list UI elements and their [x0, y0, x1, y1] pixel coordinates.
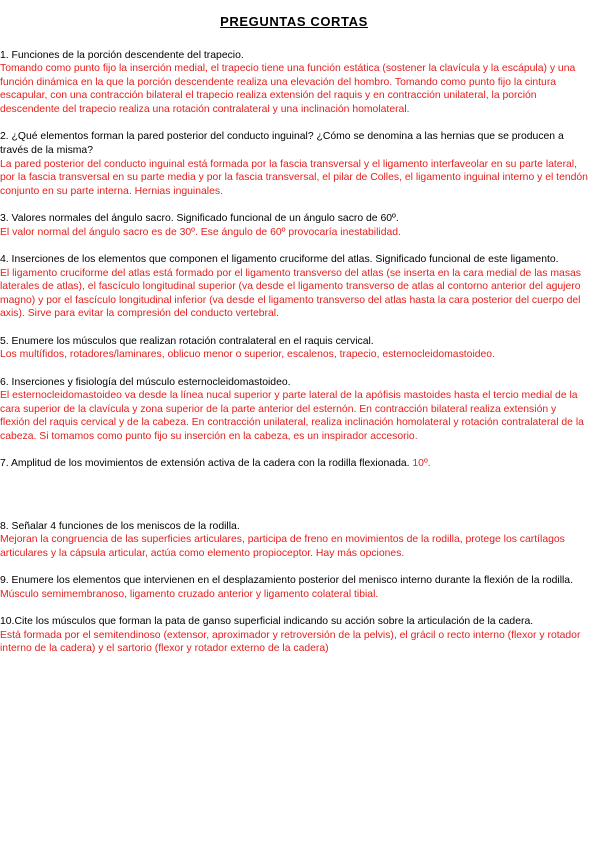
answer-text: Mejoran la congruencia de las superficies articulares, participa de freno en movimientos de la rodilla, protege los cartílagos articulares y la cápsula articular, actúa como elemento propioceptor. Hay más opciones.	[0, 534, 565, 559]
question-text: 3. Valores normales del ángulo sacro. Significado funcional de un ángulo sacro de 60º.	[0, 213, 399, 225]
question-3	[0, 212, 588, 239]
page-title: PREGUNTAS CORTAS	[220, 14, 368, 29]
question-9	[0, 574, 588, 601]
question-text: 4. Inserciones de los elementos que componen el ligamento cruciforme del atlas. Significado funcional de este ligamento.	[0, 254, 559, 266]
answer-text: 10º.	[412, 458, 431, 470]
question-text: 10.Cite los músculos que forman la pata de ganso superficial indicando su acción sobre la articulación de la cadera.	[0, 616, 534, 628]
answer-text: Tomando como punto fijo la inserción medial, el trapecio tiene una función estática (sostener la clavícula y la escápula) y una función dinámica en la que la porción descendente realiza una elevación del hombro. Tomando como punto fijo la cintura escapular, con una contracción bilateral el trapecio realiza extensión del raquis y en contracción unilateral, la porción descendente del trapecio realiza una rotación contralateral y una inclinación homolateral.	[0, 63, 576, 115]
question-text: 7. Amplitud de los movimientos de extensión activa de la cadera con la rodilla flexionada.	[0, 458, 410, 470]
question-text: 8. Señalar 4 funciones de los meniscos de la rodilla.	[0, 520, 240, 532]
question-7	[0, 457, 588, 471]
question-2	[0, 130, 588, 198]
question-text: 5. Enumere los músculos que realizan rotación contralateral en el raquis cervical.	[0, 335, 374, 347]
question-5	[0, 335, 588, 362]
question-8	[0, 520, 588, 561]
question-text: 2. ¿Qué elementos forman la pared posterior del conducto inguinal? ¿Cómo se denomina a las hernias que se producen a través de la misma?	[0, 131, 564, 156]
answer-text: Está formada por el semitendinoso (extensor, aproximador y retroversión de la pelvis), el grácil o recto interno (flexor y rotador interno de la cadera) y el sartorio (flexor y rotador externo de la cadera)	[0, 629, 581, 655]
question-1	[0, 49, 588, 117]
answer-text: El valor normal del ángulo sacro es de 30º. Ese ángulo de 60º provocaría inestabilidad.	[0, 226, 401, 238]
answer-text: El ligamento cruciforme del atlas está formado por el ligamento transverso del atlas (se inserta en la cara medial de las masas laterales de atlas), el fascículo longitudinal superior (va desde el ligamento transverso de atlas al contorno anterior del agujero magno) y por el fascículo longitudinal inferior (va desde el ligamento transverso del atlas hasta la cara posterior del cuerpo del axis). Sirve para evitar la compresión del conducto vertebral.	[0, 267, 581, 320]
answer-text: La pared posterior del conducto inguinal está formada por la fascia transversal y el ligamento interfaveolar en su parte lateral, por la fascia transversal en su parte media y por la fascia transversal, el pilar de Colles, el ligamento inguinal interno y el tendón conjunto en su parte interna. Hernias inguinales.	[0, 158, 588, 197]
question-text: 6. Inserciones y fisiología del músculo esternocleidomastoideo.	[0, 376, 291, 388]
answer-text: Músculo semimembranoso, ligamento cruzado anterior y ligamento colateral tibial.	[0, 588, 379, 600]
answer-text: Los multífidos, rotadores/laminares, oblicuo menor o superior, escalenos, trapecio, esternocleidomastoideo.	[0, 349, 495, 361]
answer-text: El esternocleidomastoideo va desde la línea nucal superior y parte lateral de la apófisis mastoides hasta el tercio medial de la cara superior de la clavícula y zona superior de la parte anterior del esternón. En contracción bilateral realiza extensión y flexión del raquis cervical y de la cabeza. En contracción unilateral, realiza inclinación homolateral y rotación contralateral de la cabeza. Si tomamos como punto fijo su inserción en la cabeza, es un inspirador accesorio.	[0, 390, 584, 442]
question-line	[0, 457, 588, 471]
question-6	[0, 376, 588, 444]
question-10	[0, 615, 588, 656]
question-text: 1. Funciones de la porción descendente del trapecio.	[0, 49, 244, 61]
question-text: 9. Enumere los elementos que intervienen en el desplazamiento posterior del menisco interno durante la flexión de la rodilla.	[0, 575, 573, 587]
question-4	[0, 253, 588, 321]
